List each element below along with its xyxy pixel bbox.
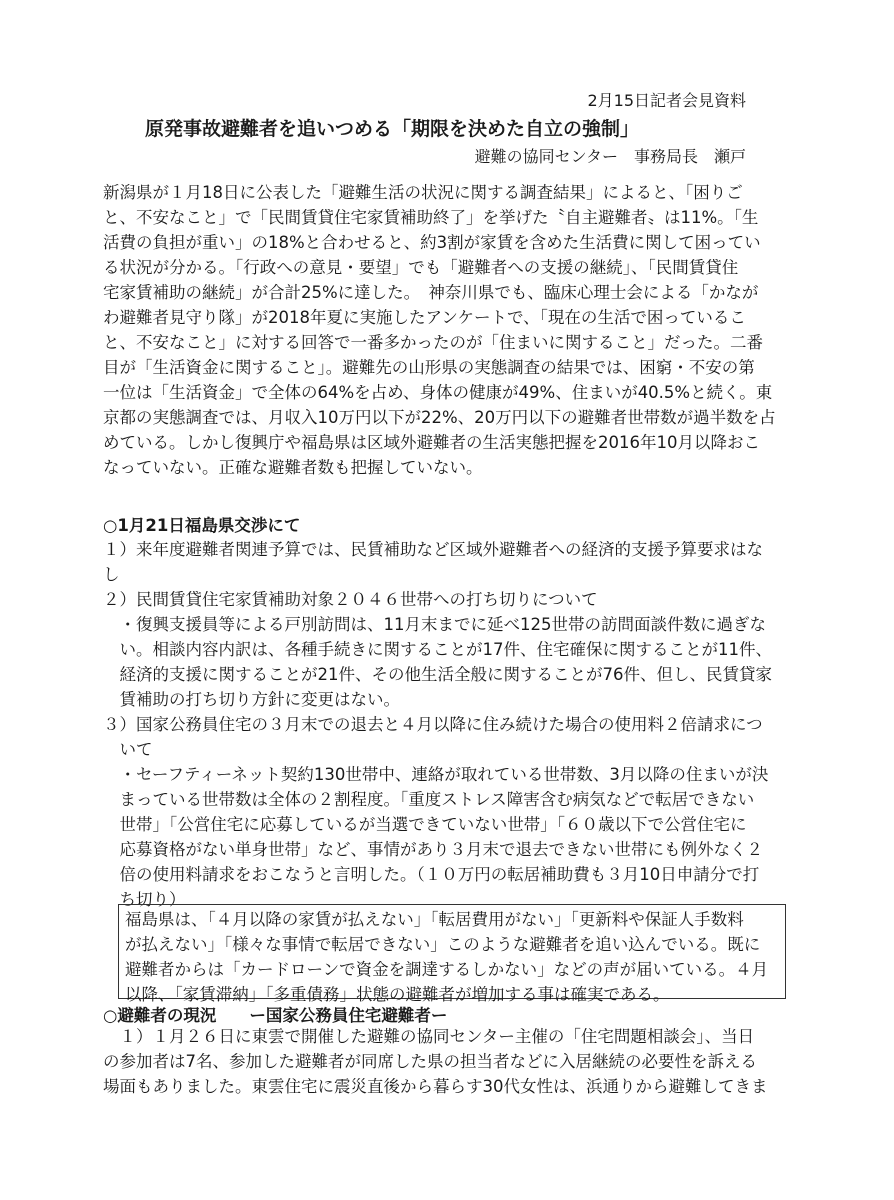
- text-line: が払えない」「様々な事情で転居できない」このような避難者を追い込んでいる。既に: [125, 935, 761, 954]
- text-line: と、不安なこと」で「民間賃貸住宅家賃補助終了」を挙げた〝自主避難者〟は11%。「生: [103, 208, 759, 227]
- text-line: る状況が分かる。「行政への意見・要望」でも「避難者への支援の継続」、「民間賃貸住: [103, 258, 739, 277]
- text-line: 一位は「生活資金」で全体の64%を占め、身体の健康が49%、住まいが40.5%と続く。東: [103, 383, 773, 402]
- text-line: 避難者からは「カードローンで資金を調達するしかない」などの声が届いている。４月: [125, 960, 769, 979]
- text-line: １）来年度避難者関連予算では、民賃補助など区域外避難者への経済的支援予算要求はな: [103, 540, 763, 559]
- text-line: 以降、「家賃滞納」「多重債務」状態の避難者が増加する事は確実である。: [125, 985, 670, 1004]
- intro-paragraph: [103, 180, 783, 480]
- text-line: わ避難者見守り隊」が2018年夏に実施したアンケートで、「現在の生活で困っているこ: [103, 308, 746, 327]
- text-line: ち切り）: [103, 890, 186, 909]
- text-line: 新潟県が１月18日に公表した「避難生活の状況に関する調査結果」によると、「困りご: [103, 183, 743, 202]
- section-heading-negotiation: ○1月21日福島県交渉にて: [103, 516, 301, 535]
- current-status-paragraph: [103, 1024, 783, 1099]
- text-line: ・復興支援員等による戸別訪問は、11月末までに延べ125世帯の訪問面談件数に過ぎな: [103, 615, 766, 634]
- text-line: 世帯」「公営住宅に応募しているが当選できていない世帯」「６０歳以下で公営住宅に: [103, 815, 747, 834]
- text-line: いて: [103, 740, 153, 759]
- text-line: 場面もありました。東雲住宅に震災直後から暮らす30代女性は、浜通りから避難してきま: [103, 1077, 768, 1096]
- text-line: １）１月２６日に東雲で開催した避難の協同センター主催の「住宅問題相談会」、当日: [103, 1027, 755, 1046]
- author-line: 避難の協同センター 事務局長 瀬戸: [474, 147, 746, 166]
- text-line: 応募資格がない単身世帯」など、事情があり３月末で退去できない世帯にも例外なく２: [103, 840, 763, 859]
- callout-text: [125, 907, 781, 1007]
- text-line: の参加者は7名、参加した避難者が同席した県の担当者などに入居継続の必要性を訴える: [103, 1052, 757, 1071]
- section-heading-current-status: ○避難者の現況 ー国家公務員住宅避難者ー: [103, 1006, 448, 1025]
- text-line: 目が「生活資金に関すること」。避難先の山形県の実態調査の結果では、困窮・不安の第: [103, 358, 755, 377]
- text-line: 経済的支援に関することが21件、その他生活全般に関することが76件、但し、民賃貸家: [103, 665, 772, 684]
- text-line: し: [103, 565, 120, 584]
- text-line: 倍の使用料請求をおこなうと言明した。（１０万円の転居補助費も３月10日申請分で打: [103, 865, 760, 884]
- text-line: ２）民間賃貸住宅家賃補助対象２０４６世帯への打ち切りについて: [103, 590, 598, 609]
- text-line: ３）国家公務員住宅の３月末での退去と４月以降に住み続けた場合の使用料２倍請求につ: [103, 715, 763, 734]
- text-line: ・セーフティーネット契約130世帯中、連絡が取れている世帯数、3月以降の住まいが決: [103, 765, 769, 784]
- document-title: 原発事故避難者を追いつめる「期限を決めた自立の強制」: [145, 118, 640, 140]
- press-date-note: 2月15日記者会見資料: [587, 91, 746, 110]
- callout-box: [118, 904, 786, 1004]
- text-line: い。相談内容内訳は、各種手続きに関することが17件、住宅確保に関することが11件、: [103, 640, 772, 659]
- text-line: めている。しかし復興庁や福島県は区域外避難者の生活実態把握を2016年10月以降おこ: [103, 433, 760, 452]
- text-line: 福島県は、「４月以降の家賃が払えない」「転居費用がない」「更新料や保証人手数料: [125, 910, 744, 929]
- text-line: と、不安なこと」に対する回答で一番多かったのが「住まいに関すること」だった。二番: [103, 333, 763, 352]
- text-line: 京都の実態調査では、月収入10万円以下が22%、20万円以下の避難者世帯数が過半数を占: [103, 408, 776, 427]
- text-line: まっている世帯数は全体の２割程度。「重度ストレス障害含む病気などで転居できない: [103, 790, 755, 809]
- text-line: なっていない。正確な避難者数も把握していない。: [103, 458, 483, 477]
- text-line: 活費の負担が重い」の18%と合わせると、約3割が家賃を含めた生活費に関して困ってい: [103, 233, 761, 252]
- text-line: 賃補助の打ち切り方針に変更はない。: [103, 690, 400, 709]
- negotiation-items: [103, 537, 783, 912]
- text-line: 宅家賃補助の継続」が合計25%に達した。 神奈川県でも、臨床心理士会による「かなが: [103, 283, 759, 302]
